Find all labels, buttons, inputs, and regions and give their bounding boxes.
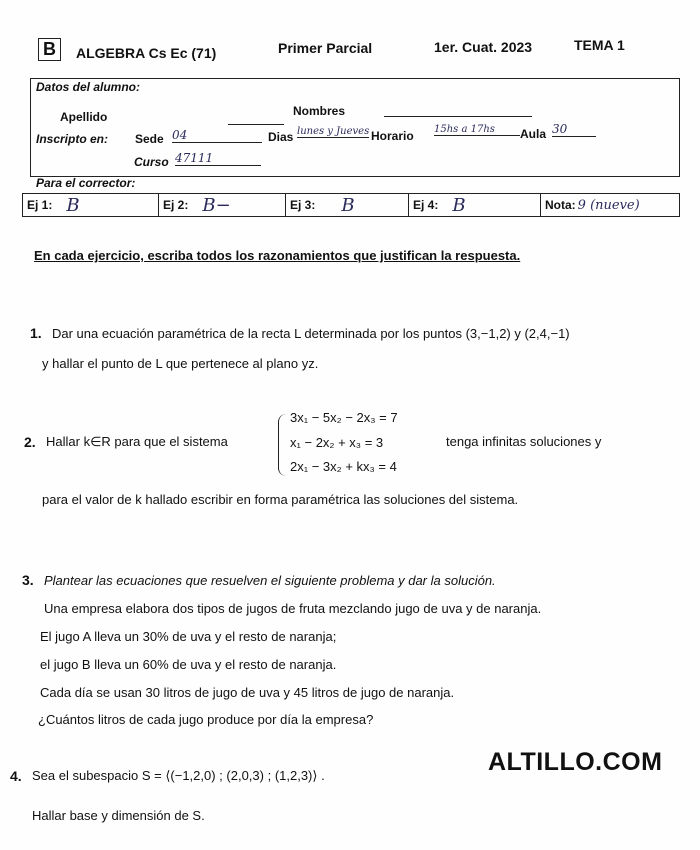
ex3-line: El jugo A lleva un 30% de uva y el resto de naranja; xyxy=(40,629,337,644)
curso-field[interactable]: 47111 xyxy=(175,151,261,166)
nombres-label: Nombres xyxy=(293,104,346,118)
grade-cell-ej1 xyxy=(23,194,159,216)
sede-label: Sede xyxy=(135,132,164,146)
ex3-line: Cada día se usan 30 litros de jugo de uva y 45 litros de jugo de naranja. xyxy=(40,685,455,700)
ex1-number: 1. xyxy=(30,325,42,341)
grade-label: Ej 2: xyxy=(163,198,189,212)
dias-field[interactable]: lunes y Jueves xyxy=(297,126,369,137)
corrector-label: Para el corrector: xyxy=(36,176,136,190)
nombres-field[interactable] xyxy=(384,116,532,117)
equation-1: 3x₁ − 5x₂ − 2x₃ = 7 xyxy=(290,410,398,425)
inscripto-label: Inscripto en: xyxy=(36,132,109,146)
grade-value: B− xyxy=(202,194,231,216)
horario-label: Horario xyxy=(371,129,414,143)
instructions: En cada ejercicio, escriba todos los razonamientos que justifican la respuesta. xyxy=(34,248,521,263)
sede-field[interactable]: 04 xyxy=(172,128,262,143)
grade-value: B xyxy=(66,194,80,216)
grade-cell-nota xyxy=(541,194,679,216)
ex1-text: Dar una ecuación paramétrica de la recta L determinada por los puntos (3,−1,2) y (2,4,−1) xyxy=(52,326,570,341)
ex4-number: 4. xyxy=(10,768,22,784)
ex2-number: 2. xyxy=(24,434,36,450)
ex3-intro: Plantear las ecuaciones que resuelven el siguiente problema y dar la solución. xyxy=(44,573,496,588)
ex2-text-2: para el valor de k hallado escribir en forma paramétrica las soluciones del sistema. xyxy=(42,492,519,507)
grade-table xyxy=(22,193,680,217)
grade-label: Ej 4: xyxy=(413,198,439,212)
grade-value: B xyxy=(341,194,355,216)
dias-label: Dias xyxy=(268,130,294,144)
equation-2: x₁ − 2x₂ + x₃ = 3 xyxy=(290,435,384,450)
grade-value: B xyxy=(452,194,466,216)
grade-cell-ej2 xyxy=(159,194,286,216)
student-section-label: Datos del alumno: xyxy=(36,80,141,94)
ex4-text: Sea el subespacio S = ⟨(−1,2,0) ; (2,0,3) ; (1,2,3)⟩ . xyxy=(32,768,325,783)
ex3-line: ¿Cuántos litros de cada jugo produce por día la empresa? xyxy=(38,712,374,727)
system-brace xyxy=(278,414,287,476)
grade-label: Nota: xyxy=(545,198,576,212)
ex3-line: Una empresa elabora dos tipos de jugos de fruta mezclando jugo de uva y de naranja. xyxy=(44,601,542,616)
aula-field[interactable]: 30 xyxy=(552,122,596,137)
tema-letter: B xyxy=(38,38,61,61)
horario-field[interactable]: 15hs a 17hs xyxy=(434,124,520,136)
watermark-logo: ALTILLO.COM xyxy=(488,748,663,776)
grade-cell-ej3 xyxy=(286,194,409,216)
ex4-text-2: Hallar base y dimensión de S. xyxy=(32,808,205,823)
ex2-text-post: tenga infinitas soluciones y xyxy=(446,434,602,449)
ex1-text-2: y hallar el punto de L que pertenece al plano yz. xyxy=(42,356,319,371)
grade-label: Ej 1: xyxy=(27,198,53,212)
apellido-label: Apellido xyxy=(60,110,108,124)
grade-label: Ej 3: xyxy=(290,198,316,212)
apellido-field[interactable] xyxy=(228,124,284,125)
tema-label: TEMA 1 xyxy=(574,37,625,53)
grade-value: 9 (nueve) xyxy=(577,197,640,213)
term: 1er. Cuat. 2023 xyxy=(434,39,533,55)
ex2-text: Hallar k∈R para que el sistema xyxy=(46,434,228,449)
ex3-number: 3. xyxy=(22,572,34,588)
aula-label: Aula xyxy=(520,127,547,141)
exam-title: Primer Parcial xyxy=(278,40,373,56)
course-title: ALGEBRA Cs Ec (71) xyxy=(76,45,217,61)
equation-3: 2x₁ − 3x₂ + kx₃ = 4 xyxy=(290,459,397,474)
grade-cell-ej4 xyxy=(409,194,541,216)
curso-label: Curso xyxy=(134,155,169,169)
ex3-line: el jugo B lleva un 60% de uva y el resto de naranja. xyxy=(40,657,337,672)
